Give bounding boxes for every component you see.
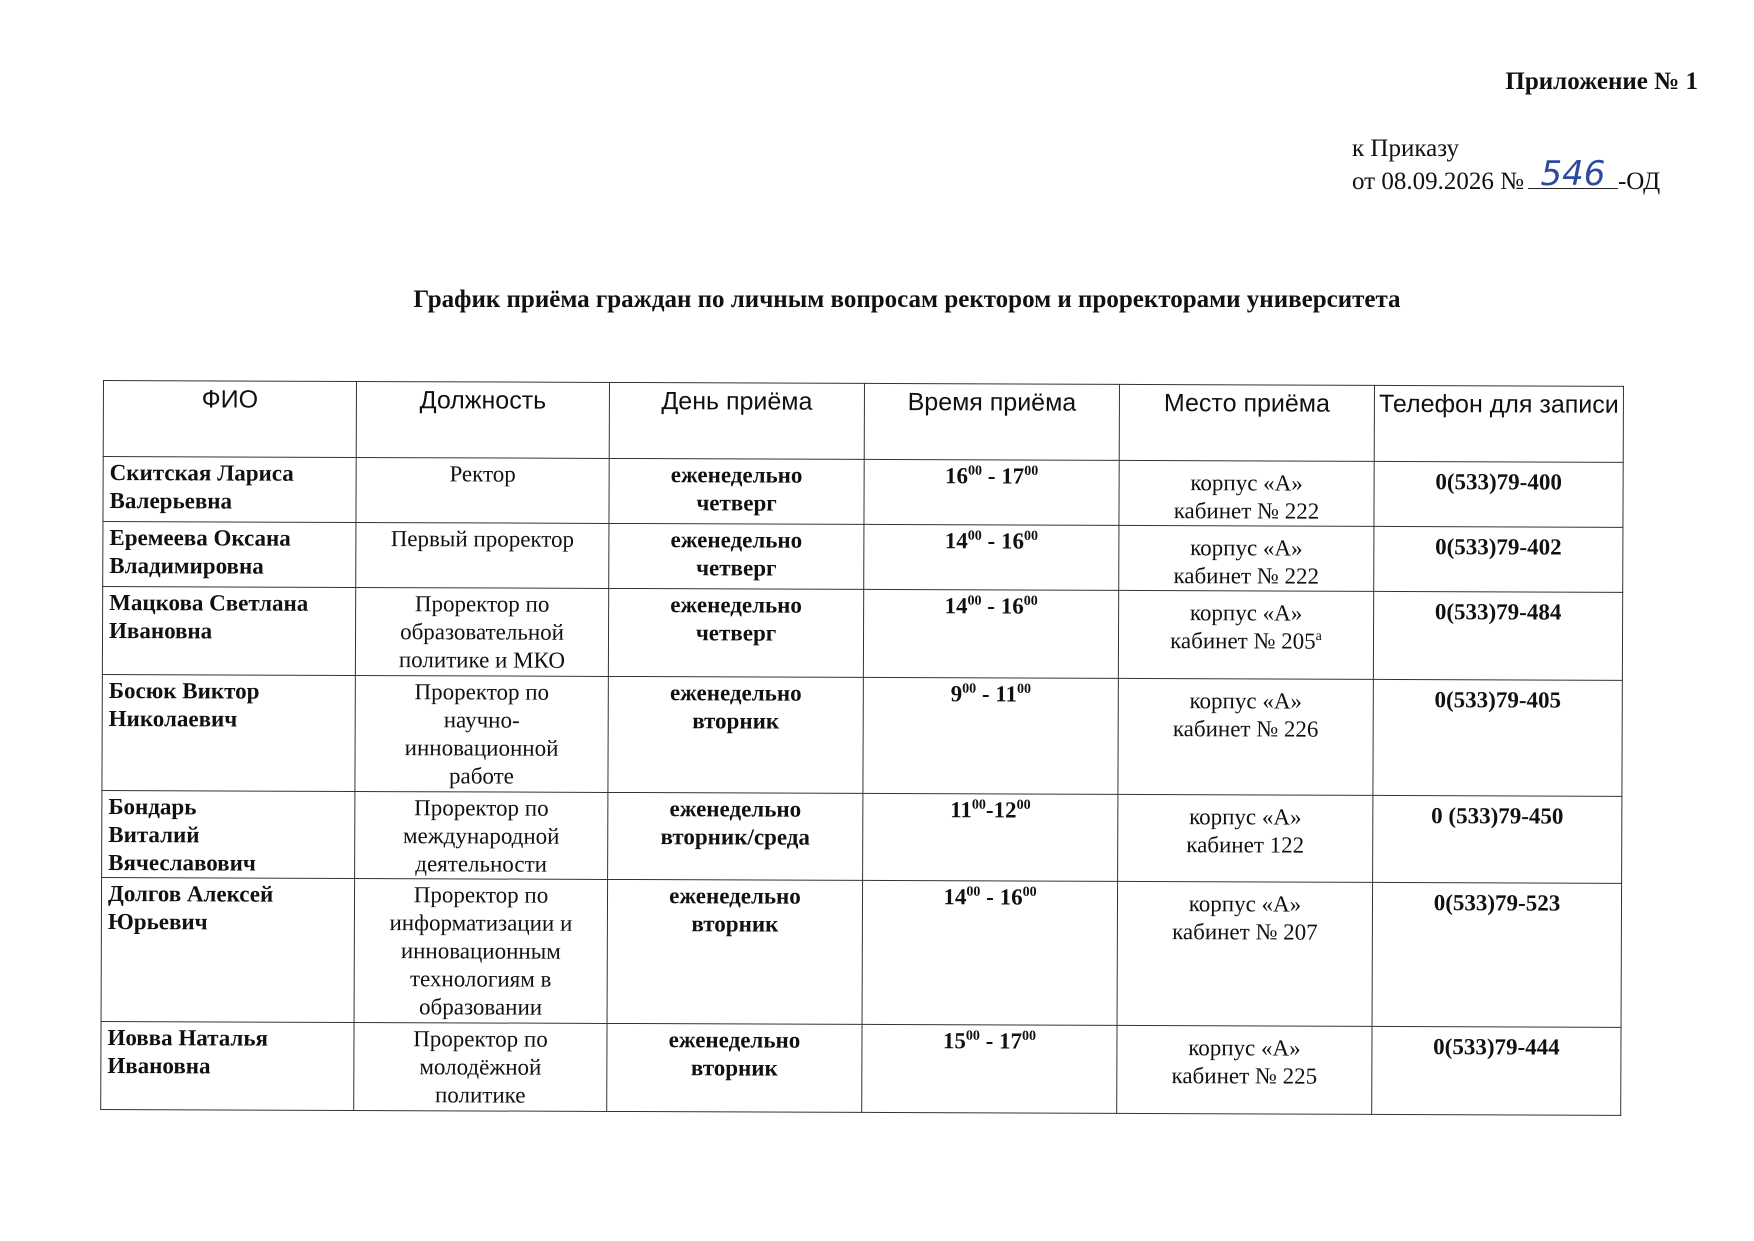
cell-place-line: кабинет № 207: [1172, 919, 1318, 945]
cell-position-line: политике: [434, 1082, 526, 1108]
cell-position-line: инновационным: [400, 938, 561, 964]
time-sep: -: [979, 1028, 1000, 1054]
order-line-1: к Приказу: [1352, 135, 1460, 162]
cell-name-line: Босюк Виктор: [108, 678, 260, 704]
cell-place-line: кабинет № 222: [1173, 498, 1320, 524]
cell-position-line: Ректор: [449, 461, 516, 487]
table-row: [103, 522, 1623, 593]
cell-time: [862, 1024, 1117, 1113]
room-suffix: а: [1315, 629, 1322, 645]
cell-name: [102, 790, 355, 878]
table-header-row: [103, 381, 1623, 463]
cell-time: [864, 524, 1119, 590]
table-body: [101, 457, 1623, 1116]
cell-position: [354, 878, 608, 1023]
time-from-m: 00: [967, 528, 982, 544]
table-row: [101, 877, 1622, 1027]
cell-place-line: кабинет № 222: [1173, 563, 1320, 589]
cell-name-line: Долгов Алексей: [107, 881, 274, 907]
cell-day-line: четверг: [696, 490, 777, 516]
cell-name: [101, 877, 355, 1022]
cell-name: [103, 457, 356, 523]
cell-place-line: кабинет № 225: [1171, 1063, 1318, 1089]
cell-place: [1118, 678, 1373, 795]
cell-name: [102, 587, 355, 676]
cell-day-line: вторник/среда: [660, 824, 810, 850]
order-number-handwritten: 546: [1528, 160, 1618, 189]
cell-name-line: Бондарь: [108, 794, 197, 820]
cell-day-line: четверг: [696, 555, 777, 581]
time-sep: -: [981, 463, 1002, 489]
cell-place: [1119, 460, 1374, 526]
time-from-m: 00: [962, 681, 977, 697]
cell-position: [354, 1022, 607, 1111]
cell-place: [1119, 525, 1374, 591]
cell-name-line: Юрьевич: [107, 909, 208, 935]
cell-name: [102, 674, 355, 791]
order-date-prefix: от 08.09.2026 №: [1352, 168, 1524, 195]
cell-name-line: Николаевич: [108, 706, 238, 732]
cell-place-line: кабинет 122: [1186, 832, 1305, 858]
time-sep: -: [976, 681, 996, 707]
cell-phone: 0(533)79-484: [1373, 591, 1622, 680]
time-to-m: 00: [1016, 681, 1032, 697]
time-to-m: 00: [1022, 884, 1037, 900]
cell-position-line: образовательной: [400, 619, 565, 645]
time-to-h: 12: [993, 797, 1017, 823]
cell-day-line: вторник: [692, 708, 780, 734]
cell-place-line: корпус «А»: [1189, 804, 1302, 830]
cell-place: [1117, 881, 1373, 1026]
cell-day: [609, 458, 864, 524]
cell-day: [609, 523, 864, 589]
cell-position-line: международной: [402, 823, 560, 849]
time-from-h: 14: [944, 593, 968, 619]
cell-name-line: Валерьевна: [109, 488, 233, 514]
time-from-h: 14: [943, 884, 967, 910]
cell-day-line: еженедельно: [670, 527, 803, 553]
header-place: Место приёма: [1119, 384, 1374, 461]
cell-place-line: корпус «А»: [1190, 535, 1303, 561]
cell-time: [863, 793, 1118, 881]
time-to-h: 16: [999, 884, 1023, 910]
cell-phone: 0(533)79-405: [1373, 679, 1622, 796]
table-row: [101, 1021, 1621, 1115]
cell-phone: 0(533)79-523: [1372, 882, 1622, 1027]
time-sep: -: [980, 884, 1000, 910]
cell-name-line: Иовва Наталья: [107, 1025, 269, 1051]
reception-schedule-table: [100, 380, 1624, 1116]
time-to-m: 00: [1024, 463, 1039, 479]
header-phone: Телефон для записи: [1374, 385, 1623, 462]
header-time: Время приёма: [864, 383, 1119, 460]
cell-time: [863, 677, 1118, 794]
cell-day: [608, 676, 863, 793]
time-from-m: 00: [971, 797, 986, 813]
cell-position-line: Проректор по: [414, 795, 549, 821]
cell-position-line: Проректор по: [414, 591, 550, 617]
cell-position-line: технологиям в: [409, 966, 552, 992]
header-fio: ФИО: [103, 381, 356, 458]
document-title: График приёма граждан по личным вопросам ректором и проректорами университета: [413, 286, 1401, 313]
cell-day-line: еженедельно: [670, 462, 803, 488]
cell-place-line: кабинет № 205: [1170, 628, 1316, 654]
cell-name-line: Виталий: [108, 822, 200, 848]
cell-position: [355, 587, 608, 676]
time-sep: -: [985, 797, 994, 823]
cell-day-line: еженедельно: [668, 1027, 801, 1053]
cell-name-line: Скитская Лариса: [109, 460, 294, 486]
table-row: [102, 790, 1622, 883]
cell-day-line: четверг: [695, 620, 777, 646]
cell-day: [607, 879, 863, 1024]
cell-position: [356, 522, 609, 588]
cell-position-line: Проректор по: [414, 679, 550, 705]
cell-position-line: Проректор по: [413, 882, 549, 908]
cell-place: [1118, 590, 1373, 679]
cell-day-line: вторник: [691, 911, 779, 937]
cell-day-line: вторник: [690, 1055, 778, 1081]
appendix-title: Приложение № 1: [1505, 68, 1698, 95]
time-from-m: 00: [965, 1028, 980, 1044]
cell-position-line: молодёжной: [419, 1054, 542, 1080]
cell-day-line: еженедельно: [669, 680, 802, 706]
time-to-h: 16: [1000, 528, 1025, 554]
cell-day-line: еженедельно: [669, 796, 802, 822]
cell-name: [101, 1021, 354, 1110]
cell-position-line: политике и МКО: [398, 647, 566, 673]
table-row: [102, 587, 1622, 681]
order-reference: [1352, 133, 1660, 197]
cell-position: [355, 791, 608, 879]
cell-day: [608, 792, 863, 880]
cell-position-line: Проректор по: [413, 1026, 548, 1052]
time-from-m: 00: [966, 884, 981, 900]
time-from-h: 16: [944, 463, 969, 489]
table-row: [102, 674, 1622, 796]
cell-day: [608, 588, 863, 677]
cell-position-line: работе: [448, 763, 514, 789]
time-from-h: 11: [950, 797, 972, 823]
cell-phone: 0 (533)79-450: [1373, 795, 1622, 883]
cell-place: [1118, 794, 1373, 882]
cell-name-line: Еремеева Оксана: [109, 525, 291, 551]
cell-name-line: Владимировна: [109, 553, 264, 579]
cell-position-line: образовании: [419, 994, 543, 1020]
cell-place-line: корпус «А»: [1188, 891, 1302, 917]
cell-day-line: еженедельно: [669, 883, 801, 909]
cell-place-line-wrap: [1125, 627, 1367, 656]
cell-day: [607, 1023, 862, 1112]
time-sep: -: [981, 593, 1001, 619]
cell-position-line: научно-: [443, 707, 520, 733]
cell-phone: 0(533)79-444: [1372, 1026, 1621, 1115]
cell-position-line: информатизации и: [389, 910, 573, 936]
time-to-m: 00: [1016, 797, 1031, 813]
cell-position-line: инновационной: [404, 735, 559, 761]
time-to-m: 00: [1022, 1028, 1037, 1044]
time-from-m: 00: [968, 463, 983, 479]
cell-position: [356, 457, 609, 523]
header-position: Должность: [356, 381, 609, 458]
cell-phone: 0(533)79-402: [1374, 526, 1623, 592]
cell-name: [103, 522, 356, 588]
time-from-h: 15: [942, 1028, 966, 1054]
time-from-h: 14: [944, 528, 968, 554]
cell-time: [863, 589, 1118, 678]
cell-time: [862, 880, 1118, 1025]
cell-time: [864, 459, 1119, 525]
header-day: День приёма: [609, 382, 864, 459]
cell-place: [1117, 1025, 1372, 1114]
time-from-h: 9: [950, 681, 963, 707]
time-to-m: 00: [1023, 528, 1039, 544]
time-sep: -: [981, 528, 1002, 554]
cell-position: [355, 675, 608, 792]
cell-position-line: Первый проректор: [390, 526, 575, 552]
cell-place-line: корпус «А»: [1189, 600, 1303, 626]
time-to-h: 16: [1000, 593, 1024, 619]
table-row: [103, 457, 1623, 528]
cell-phone: 0(533)79-400: [1374, 461, 1623, 527]
cell-place-line: корпус «А»: [1190, 470, 1303, 496]
time-to-h: 17: [998, 1028, 1023, 1054]
cell-position-line: деятельности: [415, 851, 548, 877]
cell-name-line: Ивановна: [108, 618, 213, 644]
cell-name-line: Ивановна: [107, 1053, 211, 1079]
cell-place-line: кабинет № 226: [1172, 716, 1319, 742]
cell-place-line: корпус «А»: [1188, 1035, 1301, 1061]
cell-name-line: Вячеславович: [108, 850, 256, 876]
cell-day-line: еженедельно: [670, 592, 803, 618]
order-suffix: -ОД: [1617, 168, 1661, 195]
cell-name-line: Мацкова Светлана: [109, 590, 309, 616]
time-to-h: 11: [995, 681, 1018, 707]
time-from-m: 00: [967, 593, 982, 609]
time-to-m: 00: [1023, 593, 1038, 609]
order-line-2: [1352, 154, 1661, 197]
time-to-h: 17: [1001, 463, 1025, 489]
cell-place-line: корпус «А»: [1189, 688, 1303, 714]
